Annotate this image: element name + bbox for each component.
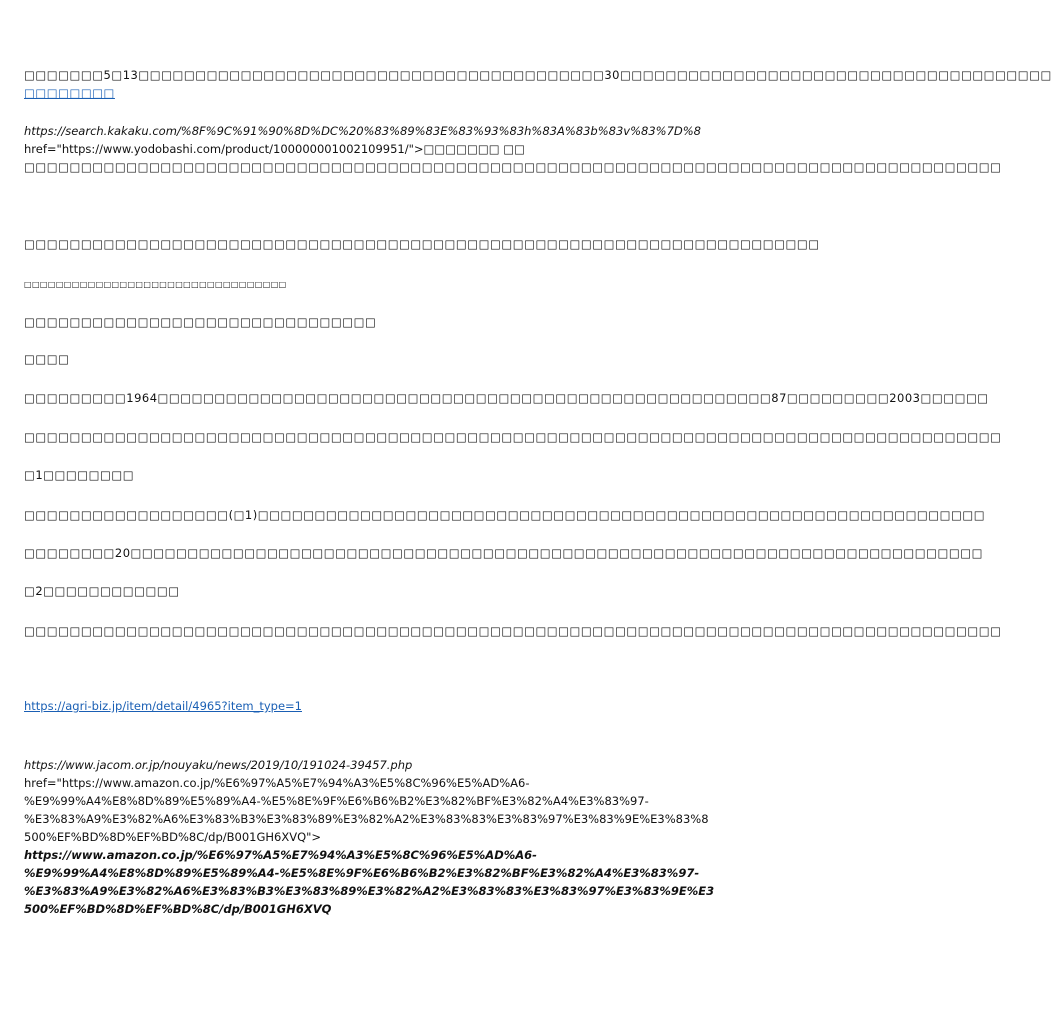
- paragraph-detail: □□□□□□□□20□□□□□□□□□□□□□□□□□□□□□□□□□□□□□□□□□□□□□□□□□□□□□□□□□□□□□□□□□□□□□□□□□□□□□□□□□□□: [24, 546, 983, 560]
- small-note: □□□□□□□□□□□□□□□□□□□□□□□□□□□□□□□□□: [24, 280, 287, 289]
- paragraph-history: □□□□□□□□□1964□□□□□□□□□□□□□□□□□□□□□□□□□□□□□□□□□□□□□□□□□□□□□□□□□□□□□□87□□□□□□□□□2003□□□□□□: [24, 391, 989, 405]
- amazon-url-line-1: https://www.amazon.co.jp/%E6%97%A5%E7%94%A3%E5%8C%96%E5%AD%A6-: [24, 848, 537, 862]
- jacom-url: https://www.jacom.or.jp/nouyaku/news/2019/10/191024-39457.php: [24, 758, 413, 772]
- kakaku-url: https://search.kakaku.com/%8F%9C%91%90%8D%DC%20%83%89%83E%83%93%83h%83A%83b%83v%83%7D%8: [24, 124, 701, 138]
- paragraph-body: □□□□□□□□□□□□□□□□□□□□□□□□□□□□□□□□□□□□□□□□□□□□□□□□□□□□□□□□□□□□□□□□□□□□□□□□□□□□□□□□□□□□□□: [24, 430, 1002, 444]
- yodobashi-href: href="https://www.yodobashi.com/product/100000001002109951/">□□□□□□□ □□: [24, 142, 525, 156]
- paragraph-description: □□□□□□□□□□□□□□□□□□□□□□□□□□□□□□□□□□□□□□□□□□□□□□□□□□□□□□□□□□□□□□□□□□□□□□□□□□□□□□□□□□□□□□: [24, 160, 1002, 174]
- amazon-href-line-3: %E3%83%A9%E3%82%A6%E3%83%B3%E3%83%89%E3%82%A2%E3%83%83%E3%83%97%E3%83%9E%E3%83%8: [24, 812, 709, 826]
- paragraph-summary: □□□□□□□□□□□□□□□□□□□□□□□□□□□□□□□□□□□□□□□□□□□□□□□□□□□□□□□□□□□□□□□□□□□□□□: [24, 237, 820, 251]
- paragraph-figure-ref: □□□□□□□□□□□□□□□□□□(□1)□□□□□□□□□□□□□□□□□□□□□□□□□□□□□□□□□□□□□□□□□□□□□□□□□□□□□□□□□□□□□□□□: [24, 508, 986, 522]
- paragraph-intro: □□□□□□□5□13□□□□□□□□□□□□□□□□□□□□□□□□□□□□□□□□□□□□□□□□□30□□□□□□□□□□□□□□□□□□□□□□□□□□□□□□□□□□□□□□: [24, 68, 1052, 82]
- paragraph-lead: □□□□□□□□□□□□□□□□□□□□□□□□□□□□□□□: [24, 315, 377, 329]
- amazon-url-line-3: %E3%83%A9%E3%82%A6%E3%83%B3%E3%83%89%E3%82%A2%E3%83%83%E3%83%97%E3%83%9E%E3: [24, 884, 715, 898]
- amazon-href-line-1: href="https://www.amazon.co.jp/%E6%97%A5%E7%94%A3%E5%8C%96%E5%AD%A6-: [24, 776, 530, 790]
- subheading-1: □1□□□□□□□□: [24, 468, 135, 482]
- subheading-2: □2□□□□□□□□□□□□: [24, 584, 180, 598]
- amazon-href-line-4: 500%EF%BD%8D%EF%BD%8C/dp/B001GH6XVQ">: [24, 830, 322, 844]
- agri-biz-link[interactable]: https://agri-biz.jp/item/detail/4965?item_type=1: [24, 699, 302, 713]
- section-heading: □□□□: [24, 352, 70, 366]
- amazon-url-line-4: 500%EF%BD%8D%EF%BD%8C/dp/B001GH6XVQ: [24, 902, 332, 916]
- paragraph-closing: □□□□□□□□□□□□□□□□□□□□□□□□□□□□□□□□□□□□□□□□□□□□□□□□□□□□□□□□□□□□□□□□□□□□□□□□□□□□□□□□□□□□□□: [24, 624, 1002, 638]
- intro-link[interactable]: □□□□□□□□: [24, 86, 115, 100]
- amazon-href-line-2: %E9%99%A4%E8%8D%89%E5%89%A4-%E5%8E%9F%E6%B6%B2%E3%82%BF%E3%82%A4%E3%83%97-: [24, 794, 649, 808]
- amazon-url-line-2: %E9%99%A4%E8%8D%89%E5%89%A4-%E5%8E%9F%E6%B6%B2%E3%82%BF%E3%82%A4%E3%83%97-: [24, 866, 700, 880]
